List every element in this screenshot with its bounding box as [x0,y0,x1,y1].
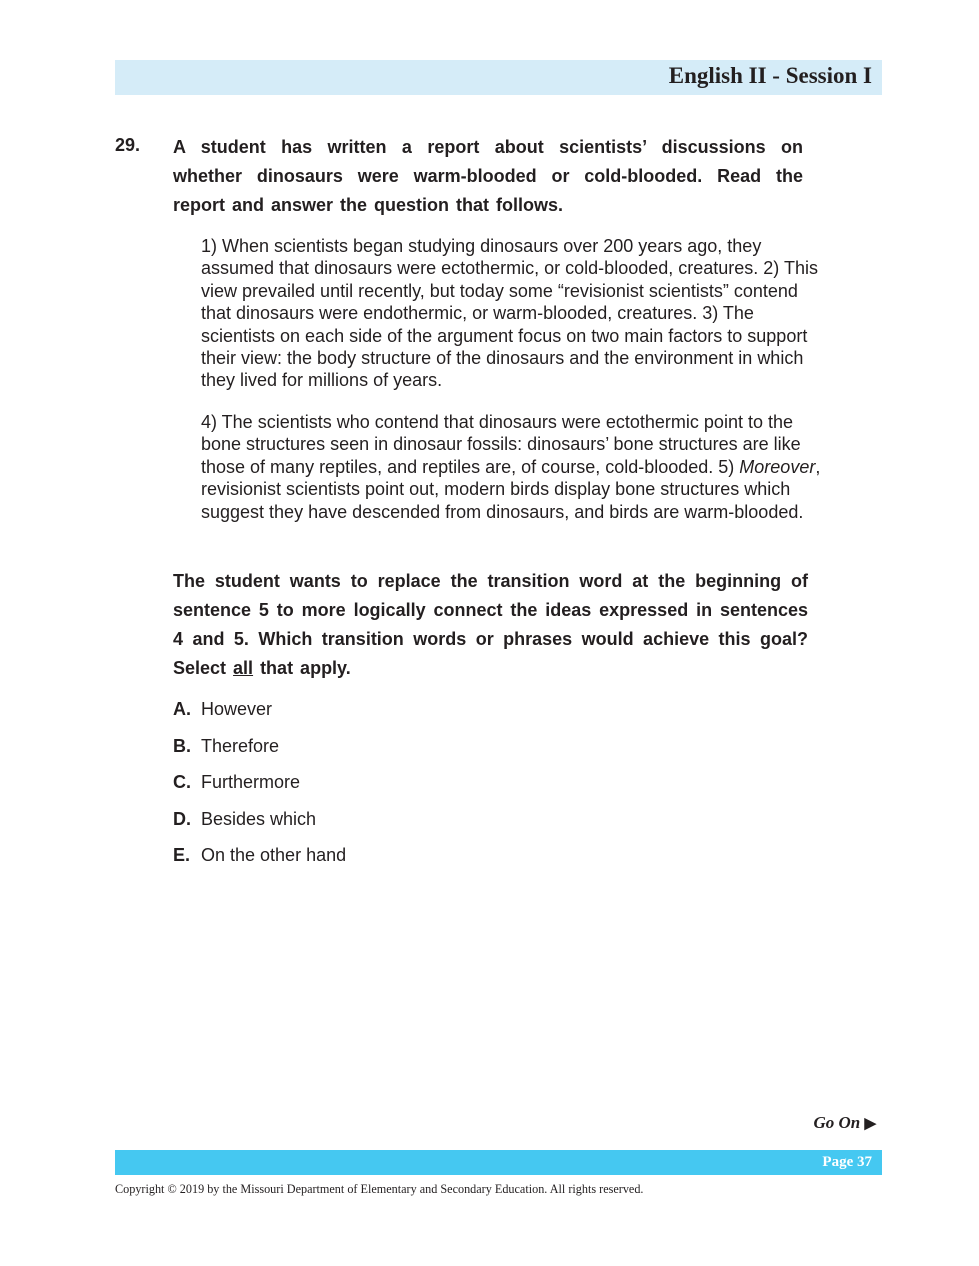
option-letter: C. [173,772,191,793]
option-text: However [201,699,273,719]
passage-text-segment: , revisionist scientists point out, modern birds display bone structures which suggest they have descended from dinosaurs, and birds are warm-blooded. [201,456,821,522]
passage-text-segment: 4) The scientists who contend that dinosaurs were ectothermic point to the bone structures seen in dinosaur fossils: dinosaurs’ bone structures are like those of many reptiles, and reptiles are, of course, cold-blooded. 5) [201,412,801,477]
passage-paragraph-2-text [201,411,826,523]
page-title: English II - Session I [668,63,872,88]
option-letter: D. [173,808,191,829]
question-prompt: A student has written a report about scientists’ discussions on whether dinosaurs were warm-blooded or cold-blooded. Read the report and answer the question that follows. [173,137,803,215]
go-on-indicator [813,1113,876,1133]
italic-transition-word: Moreover [739,456,816,477]
answer-options [173,697,673,880]
answer-option-a[interactable] [173,697,673,734]
passage-paragraph-1 [201,235,826,392]
question-stem-text: that apply. [253,658,351,678]
answer-option-b[interactable] [173,734,673,771]
question-stem [173,567,808,683]
option-text: Therefore [201,735,280,756]
option-letter: E. [173,845,191,866]
answer-option-d[interactable] [173,807,673,844]
question-number: 29. [115,135,141,155]
underlined-word: all [233,658,254,678]
copyright-notice: Copyright © 2019 by the Missouri Department of Elementary and Secondary Education. All rights reserved. [115,1182,644,1196]
option-letter: B. [173,735,191,756]
option-text: Furthermore [201,772,301,793]
option-text: Besides which [201,808,317,829]
footer-bar [115,1150,882,1175]
right-triangle-icon: ▶ [864,1116,876,1132]
question-stem-text: The student wants to replace the transition word at the beginning of sentence 5 to more logically connect the ideas expressed in sentences 4 and 5. Which transition words or phrases would achieve this goal? Select [173,571,808,678]
passage-paragraph-2 [201,411,826,523]
header-bar [115,60,882,95]
go-on-label: Go On [813,1113,861,1132]
answer-option-e[interactable] [173,843,673,880]
passage-paragraph-1-text: 1) When scientists began studying dinosaurs over 200 years ago, they assumed that dinosaurs were ectothermic, or cold-blooded, creatures. 2) This view prevailed until recently, but today some “revisionist scientists” contend that dinosaurs were endothermic, or warm-blooded, creatures. 3) The scientists on each side of the argument focus on two main factors to support their view: the body structure of the dinosaurs and the environment in which they lived for millions of years. [201,236,818,391]
answer-option-c[interactable] [173,770,673,807]
page-number: Page 37 [822,1154,872,1170]
option-text: On the other hand [201,845,347,866]
option-letter: A. [173,699,191,719]
